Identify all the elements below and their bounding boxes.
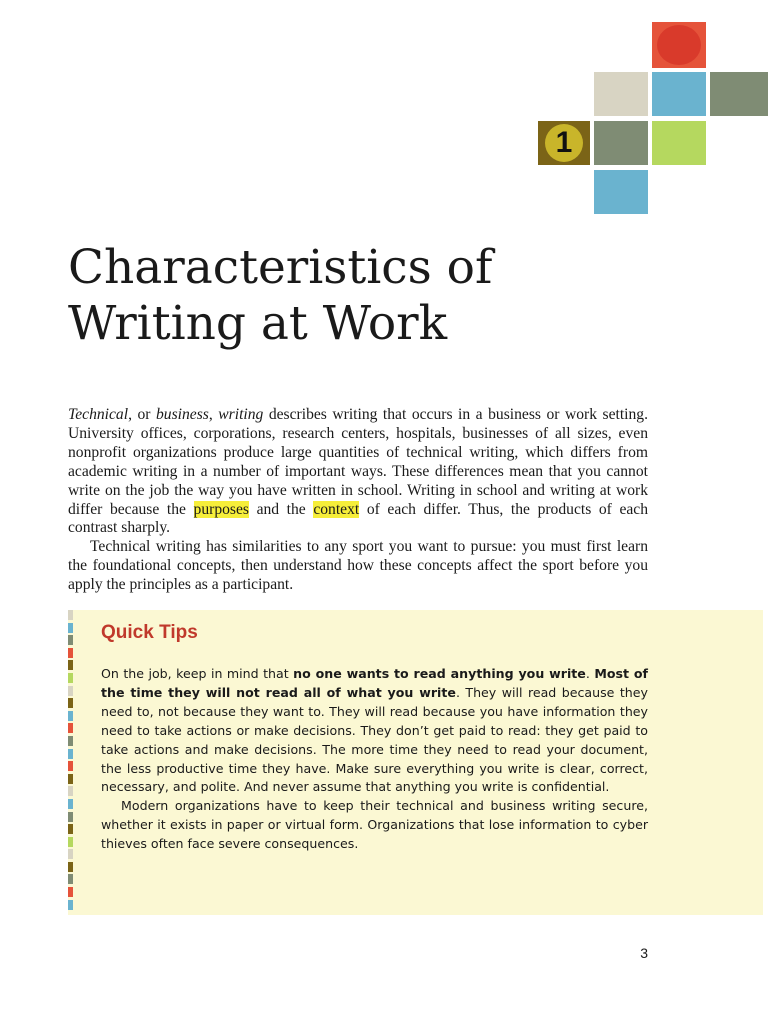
quick-tips-paragraph-2: Modern organizations have to keep their technical and business writing secure, whether it exists in paper or virtual form. Organizations that lose information to cyber thieves often face severe consequences.	[101, 798, 648, 852]
term-technical: Technical	[68, 406, 129, 423]
deco-square-beige	[594, 72, 648, 116]
term-writing: writing	[218, 406, 264, 423]
term-business: business	[155, 406, 209, 423]
deco-square-sage	[710, 72, 768, 116]
quick-tips-body	[101, 665, 648, 854]
chapter-number: 1	[555, 126, 573, 159]
title-line-1: Characteristics of	[68, 240, 493, 295]
chapter-title	[68, 240, 708, 352]
intro-paragraph-1: Technical, or business, writing describes writing that occurs in a business or work setting. University offices, corporations, research centers, hospitals, businesses of all sizes, even nonprofit organizations produce large quantities of technical writing, which differs from academic writing in a number of important ways. These differences mean that you cannot write on the job the way you have written in school. Writing in school and writing at work differ because the purposes and the context of each differ. Thus, the products of each contrast sharply.	[68, 406, 649, 537]
title-line-2: Writing at Work	[68, 296, 448, 351]
intro-text	[68, 406, 648, 595]
quick-tips-paragraph-1: On the job, keep in mind that no one wants to read anything you write. Most of the time they will not read all of what you write. They will read because they need to, not because they want to. They will read because you have information they need to take actions or make decisions. They don’t get paid to read: they get paid to take actions and make decisions. The more time they need to read your document, the less productive time they have. Make sure everything you write is clear, correct, necessary, and polite. And never assume that anything you write is confidential.	[101, 666, 649, 795]
deco-square-blue-2	[594, 170, 648, 214]
chapter-number-badge	[538, 121, 590, 165]
deco-square-sage-2	[594, 121, 648, 165]
deco-square-blue	[652, 72, 706, 116]
highlight-context: context	[313, 500, 360, 518]
intro-paragraph-2: Technical writing has similarities to any sport you want to pursue: you must first learn the foundational concepts, then understand how these concepts affect the sport before you apply the principles as a participant.	[68, 538, 648, 594]
tip-emphasis-1: no one wants to read anything you write	[293, 666, 586, 681]
deco-square-red	[652, 22, 706, 68]
quick-tips-color-strip	[68, 610, 73, 915]
highlight-purposes: purposes	[193, 500, 249, 518]
chapter-number-disc	[545, 124, 583, 162]
page-number: 3	[640, 945, 648, 961]
tip-emphasis-2: Most of the time they will not read all of what you write	[101, 666, 649, 700]
quick-tips-title: Quick Tips	[101, 622, 198, 643]
deco-square-lime	[652, 121, 706, 165]
